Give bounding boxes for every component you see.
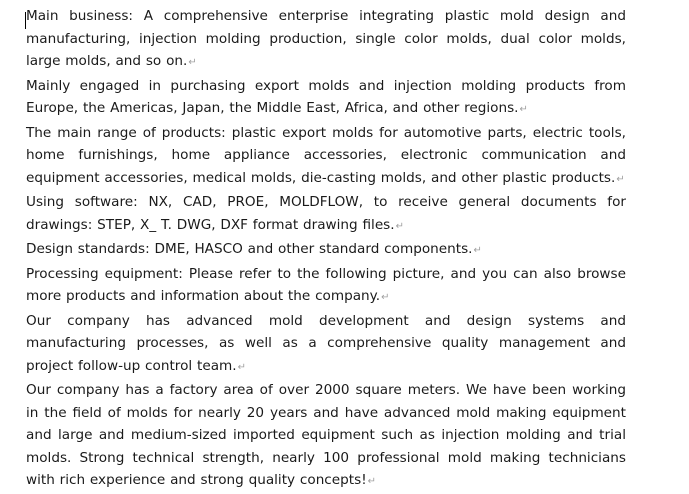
paragraph-mark-icon: ↵: [188, 57, 197, 68]
paragraph-text: Processing equipment: Please refer to the following picture, and you can also browse more products and information about the company.: [26, 265, 626, 304]
paragraph-text: Our company has advanced mold development and design systems and manufacturing processes, as well as a comprehensive quality management and project follow-up control team.: [26, 312, 626, 374]
paragraph-mark-icon: ↵: [237, 361, 246, 373]
paragraph-export-markets[interactable]: [26, 75, 626, 122]
text-cursor: [25, 12, 26, 29]
paragraph-processing-equipment[interactable]: [26, 263, 626, 310]
paragraph-mark-icon: ↵: [519, 104, 528, 115]
paragraph-quality-management[interactable]: [26, 310, 626, 380]
paragraph-software[interactable]: [26, 191, 626, 238]
paragraph-main-business[interactable]: [26, 5, 626, 75]
paragraph-text: Our company has a factory area of over 2000 square meters. We have been working in the field of molds for nearly 20 years and have advanced mold making equipment and large and medium-sized imported equipment such as injection molding and trial molds. Strong technical strength, nearly 100 professional mold making technicians with rich experience and strong quality concepts!: [26, 382, 626, 488]
paragraph-text: Using software: NX, CAD, PROE, MOLDFLOW, to receive general documents for drawings: STEP, X_ T. DWG, DXF format drawing files.: [26, 194, 626, 233]
paragraph-factory[interactable]: [26, 379, 626, 494]
paragraph-mark-icon: ↵: [473, 245, 482, 256]
paragraph-product-range[interactable]: [26, 122, 626, 192]
paragraph-text: Mainly engaged in purchasing export molds and injection molding products from Europe, the Americas, Japan, the Middle East, Africa, and other regions.: [26, 77, 626, 116]
paragraph-text: Main business: A comprehensive enterprise integrating plastic mold design and manufacturing, injection molding production, single color molds, dual color molds, large molds, and so on.: [26, 8, 626, 69]
paragraph-design-standards[interactable]: [26, 238, 626, 263]
document-body[interactable]: [26, 5, 626, 494]
paragraph-mark-icon: ↵: [395, 220, 404, 232]
paragraph-text: The main range of products: plastic export molds for automotive parts, electric tools, home furnishings, home appliance accessories, electronic communication and equipment accessories, medical molds, die-casting molds, and other plastic products.: [26, 124, 626, 186]
paragraph-mark-icon: ↵: [381, 292, 390, 303]
paragraph-text: Design standards: DME, HASCO and other standard components.: [26, 241, 473, 257]
paragraph-mark-icon: ↵: [616, 173, 625, 185]
paragraph-mark-icon: ↵: [367, 476, 377, 487]
